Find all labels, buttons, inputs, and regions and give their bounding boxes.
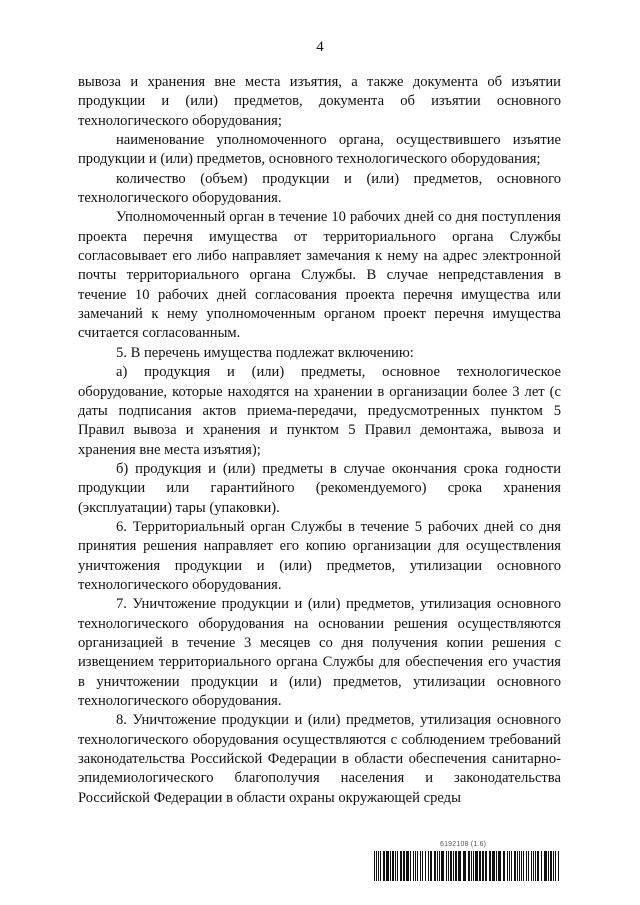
paragraph: наименование уполномоченного органа, осуществившего изъятие продукции и (или) предметов, основного технологического оборудования; [78,132,561,168]
paragraph: 8. Уничтожение продукции и (или) предметов, утилизация основного технологического оборудования осуществляются с соблюдением требований законодательства Российской Федерации в области обеспечения санитарно-эпидемиологического благополучия населения и законодательства Российской Федерации в области охраны окружающей среды [78,712,561,806]
paragraph: 6. Территориальный орган Службы в течение 5 рабочих дней со дня принятия решения направляет его копию организации для осуществления уничтожения продукции и (или) предметов, утилизации основного технологического оборудования. [78,518,561,593]
paragraph: 5. В перечень имущества подлежат включению: [116,344,414,361]
paragraph: а) продукция и (или) предметы, основное технологическое оборудование, которые находятся на хранении в организации более 3 лет (с даты подписания актов приема-передачи, предусмотренных пунктом 5 Правил вывоза и хранения и пунктом 5 Правил демонтажа, вывоза и хранения вне места изъятия); [78,364,561,458]
document-body [78,73,561,808]
paragraph: 7. Уничтожение продукции и (или) предметов, утилизация основного технологического оборудования на основании решения осуществляются организацией в течение 3 месяцев со дня получения копии решения с извещением территориального органа Службы для обеспечения его участия в уничтожении продукции и (или) предметов, утилизации основного технологического оборудования. [78,596,561,709]
document-code: 6192108 (1.6) [440,841,487,848]
paragraph: б) продукция и (или) предметы в случае окончания срока годности продукции или гарантийного (рекомендуемого) срока хранения (эксплуатации) тары (упаковки). [78,460,561,516]
paragraph: количество (объем) продукции и (или) предметов, основного технологического оборудования. [78,170,561,207]
paragraph: Уполномоченный орган в течение 10 рабочих дней со дня поступления проекта перечня имущества от территориального органа Службы согласовывает его либо направляет замечания к нему на адрес электронной почты территориального органа Службы. В случае непредставления в течение 10 рабочих дней согласования проекта перечня имущества или замечаний к нему уполномоченным органом проект перечня имущества считается согласованным. [78,209,561,342]
barcode-icon [374,851,560,881]
page-number: 4 [316,39,324,55]
paragraph: вывоза и хранения вне места изъятия, а также документа об изъятии продукции и (или) предметов, документа об изъятии основного технологического оборудования; [78,74,561,129]
